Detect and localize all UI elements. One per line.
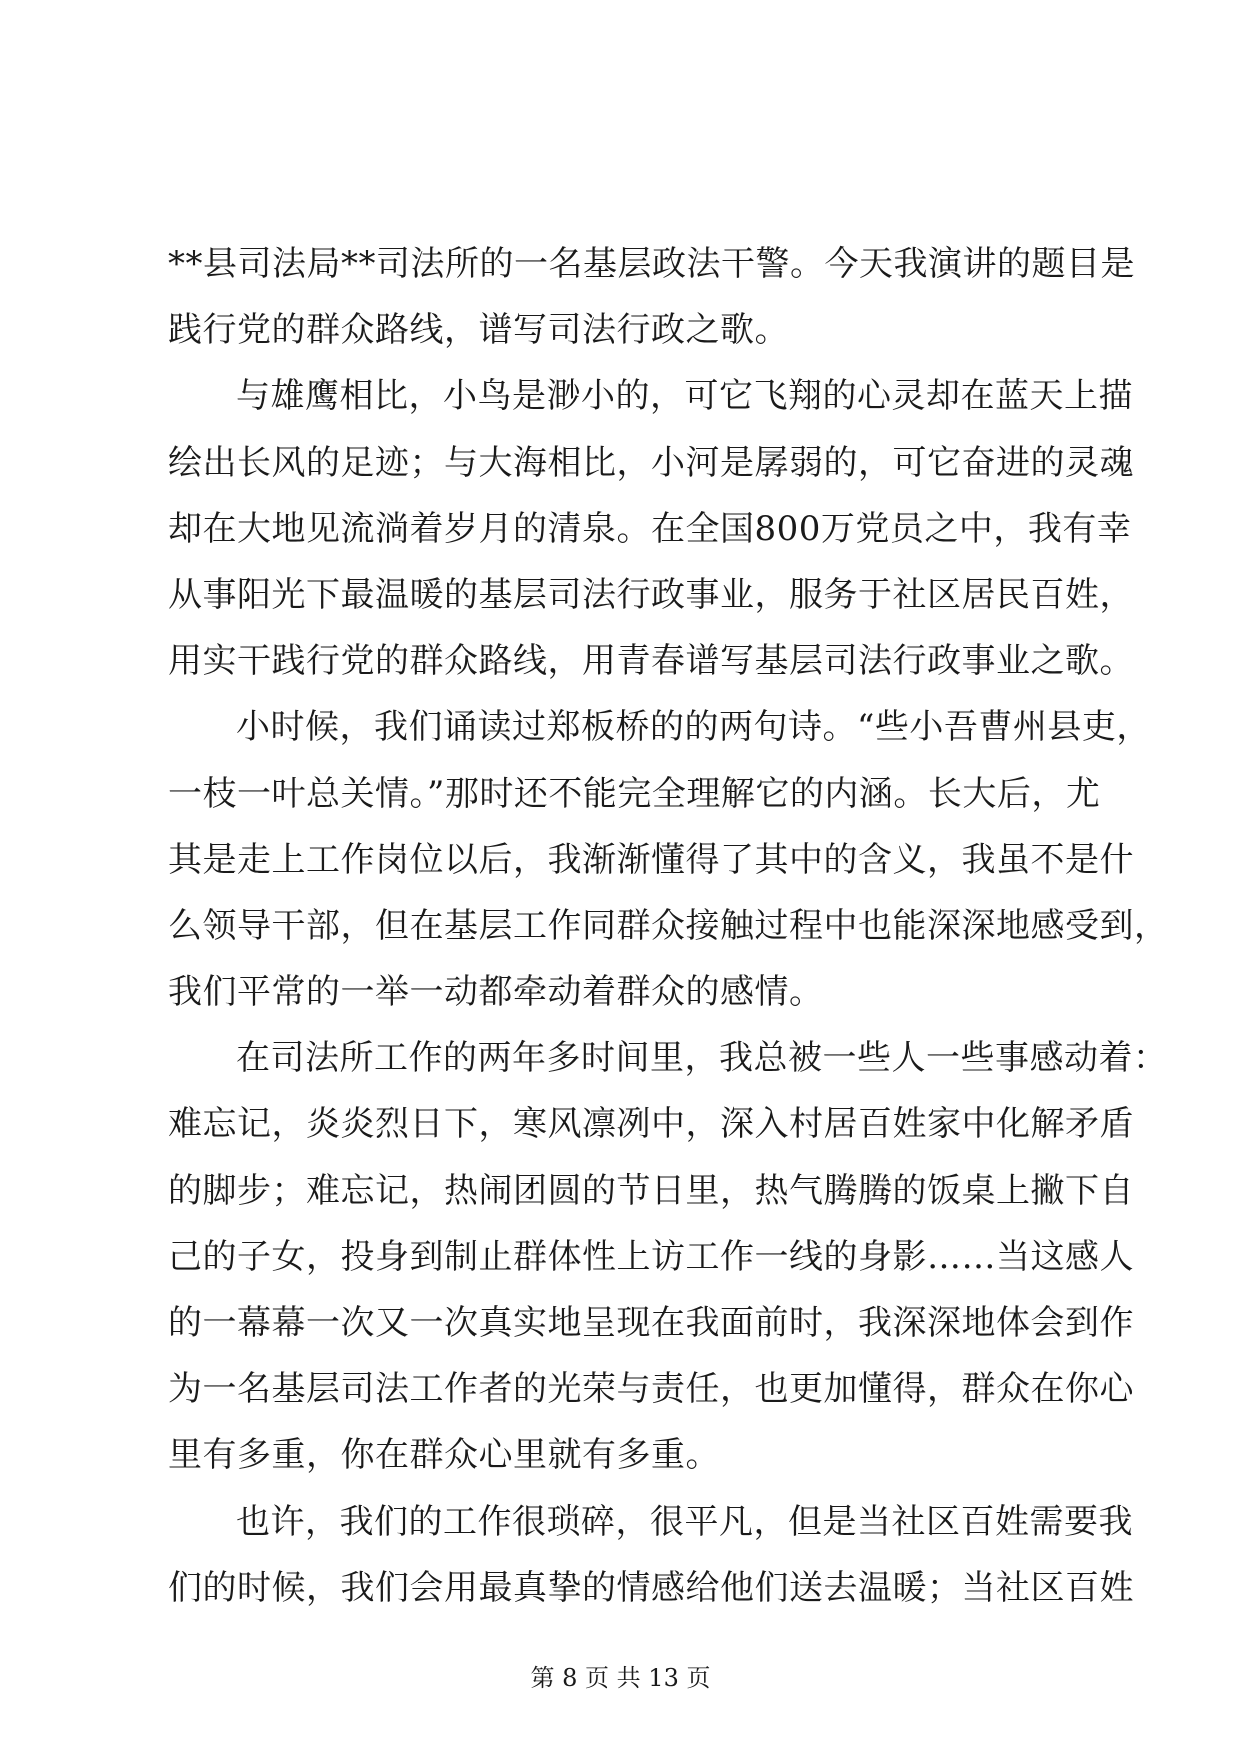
text-line: 里有多重，你在群众心里就有多重。 (168, 1435, 720, 1476)
body-text (168, 231, 1169, 1621)
text-line: 却在大地见流淌着岁月的清泉。在全国800万党员之中，我有幸 (168, 508, 1132, 549)
text-line: 难忘记，炎炎烈日下，寒风凛冽中，深入村居百姓家中化解矛盾 (168, 1104, 1134, 1145)
paragraph-1 (168, 231, 1135, 363)
text-line: 么领导干部，但在基层工作同群众接触过程中也能深深地感受到， (168, 905, 1169, 946)
text-line: 一枝一叶总关情。”那时还不能完全理解它的内涵。长大后，尤 (168, 773, 1101, 814)
text-line: 用实干践行党的群众路线，用青春谱写基层司法行政事业之歌。 (168, 641, 1134, 682)
text-line: 的脚步；难忘记，热闹团圆的节日里，热气腾腾的饭桌上撇下自 (168, 1170, 1134, 1211)
text-line: 也许，我们的工作很琐碎，很平凡，但是当社区百姓需要我 (236, 1501, 1133, 1542)
text-line: 从事阳光下最温暖的基层司法行政事业，服务于社区居民百姓， (168, 574, 1134, 615)
text-line: 与雄鹰相比，小鸟是渺小的，可它飞翔的心灵却在蓝天上描 (236, 376, 1133, 417)
text-line: 在司法所工作的两年多时间里，我总被一些人一些事感动着： (236, 1038, 1168, 1079)
paragraph-5 (168, 1489, 1134, 1621)
paragraph-2 (168, 363, 1134, 694)
page-footer: 第 8 页 共 13 页 (530, 1664, 711, 1692)
text-line: 们的时候，我们会用最真挚的情感给他们送去温暖；当社区百姓 (168, 1567, 1134, 1608)
text-line: 绘出长风的足迹；与大海相比，小河是孱弱的，可它奋进的灵魂 (168, 442, 1134, 483)
text-line: 小时候，我们诵读过郑板桥的的两句诗。“些小吾曹州县吏， (236, 707, 1151, 748)
paragraph-3 (168, 694, 1169, 1025)
paragraph-4 (168, 1025, 1168, 1488)
text-line: 为一名基层司法工作者的光荣与责任，也更加懂得，群众在你心 (168, 1369, 1134, 1410)
text-line: **县司法局**司法所的一名基层政法干警。今天我演讲的题目是 (168, 244, 1135, 284)
text-line: 的一幕幕一次又一次真实地呈现在我面前时，我深深地体会到作 (168, 1303, 1134, 1343)
text-line: 其是走上工作岗位以后，我渐渐懂得了其中的含义，我虽不是什 (168, 839, 1134, 880)
text-line: 己的子女，投身到制止群体性上访工作一线的身影……当这感人 (168, 1236, 1134, 1277)
text-line: 践行党的群众路线，谱写司法行政之歌。 (168, 310, 789, 351)
text-line: 我们平常的一举一动都牵动着群众的感情。 (168, 972, 824, 1013)
